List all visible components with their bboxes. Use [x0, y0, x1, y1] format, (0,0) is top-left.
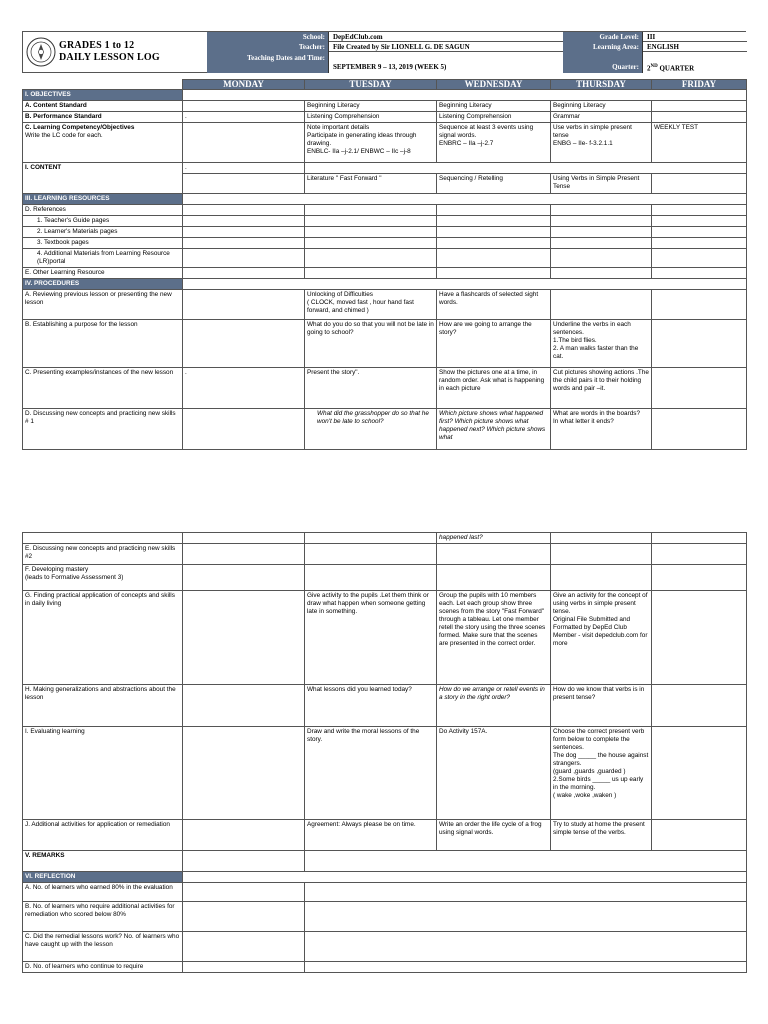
log-title-line2: DAILY LESSON LOG: [59, 52, 160, 63]
day-header-wednesday: WEDNESDAY: [437, 80, 551, 90]
competency-label-cell: [23, 123, 183, 163]
reflection-a-label: A. No. of learners who earned 80% in the evaluation: [23, 883, 183, 902]
procedure-i-wed: Do Activity 157A.: [437, 727, 551, 820]
procedure-c-mon: .: [183, 368, 305, 409]
log-title: [59, 40, 209, 64]
procedure-b-label: B. Establishing a purpose for the lesson: [23, 320, 183, 368]
procedure-b-tue: What do you do so that you will not be late in going to school?: [305, 320, 437, 368]
content-blank-row: [305, 163, 747, 174]
objectives-heading: I. OBJECTIVES: [23, 90, 183, 101]
procedure-a-wed: Have a flashcards of selected sight words.: [437, 290, 551, 320]
procedure-g-tue: Give activity to the pupils .Let them think or draw what happen when someone getting late in something.: [305, 591, 437, 685]
procedure-f-label: F. Developing mastery (leads to Formative Assessment 3): [23, 565, 183, 591]
content-standard-label: A. Content Standard: [23, 101, 183, 112]
procedure-g-thu: Give an activity for the concept of using verbs in simple present tense. Original File Submitted and Formatted by DepEd Club Member - visit depedclub.com for more: [551, 591, 652, 685]
additional-materials-label: 4. Additional Materials from Learning Resource (LR)portal: [23, 249, 183, 268]
content-tue: Literature " Fast Forward ": [305, 174, 437, 194]
performance-standard-label: B. Performance Standard: [23, 112, 183, 123]
procedure-b-wed: How are we going to arrange the story?: [437, 320, 551, 368]
procedure-c-label: C. Presenting examples/instances of the new lesson: [23, 368, 183, 409]
lesson-log-table-page1: [22, 79, 747, 450]
day-header-friday: FRIDAY: [652, 80, 747, 90]
teachers-guide-label: 1. Teacher's Guide pages: [23, 216, 183, 227]
objectives-row: [183, 90, 747, 101]
quarter-suffix: ND: [650, 64, 658, 69]
school-label: School:: [207, 32, 329, 42]
competency-tue: Note important details Participate in generating ideas through drawing. ENBLC- IIa –j-2.1/ ENBWC – IIc –j-8: [305, 123, 437, 163]
grade-level-label: Grade Level:: [563, 32, 643, 42]
procedure-h-tue: What lessons did you learned today?: [305, 685, 437, 727]
procedure-j-label: J. Additional activities for application or remediation: [23, 820, 183, 851]
procedure-a-tue: Unlocking of Difficulties ( CLOCK, moved fast , hour hand fast forward, and chimed ): [305, 290, 437, 320]
learning-area-value: ENGLISH: [643, 42, 747, 52]
day-header-monday: MONDAY: [183, 80, 305, 90]
content-mon: .: [183, 163, 305, 174]
procedure-g-wed: Group the pupils with 10 members each. Let each group show three scenes from the story "Fast Forward" through a tableau. Let one member retell the story using the three scenes formed. Make sure that the scenes are presented in the correct order.: [437, 591, 551, 685]
deped-seal-icon: [23, 32, 59, 72]
content-wed: Sequencing / Retelling: [437, 174, 551, 194]
learning-resources-heading: III. LEARNING RESOURCES: [23, 194, 183, 205]
procedure-h-thu: How do we know that verbs is in present tense?: [551, 685, 652, 727]
procedure-h-wed: How do we arrange or retell events in a story in the right order?: [437, 685, 551, 727]
competency-label: C. Learning Competency/Objectives: [25, 124, 135, 131]
procedure-c-tue: Present the story".: [305, 368, 437, 409]
teacher-value: File Created by Sir LIONELL G. DE SAGUN: [329, 42, 563, 52]
textbook-pages-label: 3. Textbook pages: [23, 238, 183, 249]
procedure-d-label: D. Discussing new concepts and practicing new skills # 1: [23, 409, 183, 450]
procedure-d-wed-continued: happened last?: [437, 533, 551, 544]
procedure-d-tue: What did the grasshopper do so that he won't be late to school?: [305, 409, 437, 450]
references-label: D. References: [23, 205, 183, 216]
learning-area-label: Learning Area:: [563, 42, 643, 52]
quarter-value: [643, 52, 747, 73]
other-learning-resource-label: E. Other Learning Resource: [23, 268, 183, 279]
content-standard-fri: [652, 101, 747, 112]
day-header-thursday: THURSDAY: [551, 80, 652, 90]
log-title-line1: GRADES 1 to 12: [59, 40, 135, 51]
reflection-b-label: B. No. of learners who require additional activities for remediation who scored below 80%: [23, 902, 183, 932]
quarter-number: 2: [647, 64, 651, 73]
procedure-j-wed: Write an order the life cycle of a frog using signal words.: [437, 820, 551, 851]
content-fri: [652, 174, 747, 194]
quarter-label: Quarter:: [563, 52, 643, 73]
content-standard-mon: [183, 101, 305, 112]
procedure-i-thu: Choose the correct present verb form below to complete the sentences. The dog _____ the house against strangers. (guard ,guards ,guarded ) 2.Some birds _____ us up early in the morning. ( wake ,woke ,waken ): [551, 727, 652, 820]
procedures-heading: IV. PROCEDURES: [23, 279, 183, 290]
remarks-heading: V. REMARKS: [23, 851, 183, 872]
reflection-c-label: C. Did the remedial lessons work? No. of learners who have caught up with the lesson: [23, 932, 183, 962]
content-heading: I. CONTENT: [23, 163, 183, 194]
competency-sublabel: Write the LC code for each.: [25, 132, 103, 139]
reflection-c-cell: [305, 932, 747, 962]
performance-standard-fri: [652, 112, 747, 123]
school-value: DepEdClub.com: [329, 32, 563, 42]
learners-materials-label: 2. Learner's Materials pages: [23, 227, 183, 238]
procedure-i-label: I. Evaluating learning: [23, 727, 183, 820]
performance-standard-thu: Grammar: [551, 112, 652, 123]
procedures-row: [183, 279, 747, 290]
procedure-e-label: E. Discussing new concepts and practicing new skills #2: [23, 544, 183, 565]
lesson-log-header: [22, 31, 746, 73]
performance-standard-tue: Listening Comprehension: [305, 112, 437, 123]
content-thu: Using Verbs in Simple Present Tense: [551, 174, 652, 194]
content-mon-2: [183, 174, 305, 194]
procedure-d-thu: What are words in the boards? In what letter it ends?: [551, 409, 652, 450]
reflection-d-label: D. No. of learners who continue to require: [23, 962, 183, 973]
competency-thu: Use verbs in simple present tense ENBG – IIe- f-3.2.1.1: [551, 123, 652, 163]
procedure-c-thu: Cut pictures showing actions .The the child pairs it to their holding words and pair –it.: [551, 368, 652, 409]
procedure-b-thu: Underline the verbs in each sentences. 1.The bird flies. 2. A man walks faster than the cat.: [551, 320, 652, 368]
procedure-i-tue: Draw and write the moral lessons of the story.: [305, 727, 437, 820]
remarks-cell: [305, 851, 747, 872]
competency-fri: WEEKLY TEST: [652, 123, 747, 163]
procedure-h-label: H. Making generalizations and abstractions about the lesson: [23, 685, 183, 727]
teacher-label: Teacher:: [207, 42, 329, 52]
performance-standard-wed: Listening Comprehension: [437, 112, 551, 123]
procedure-c-wed: Show the pictures one at a time, in random order. Ask what is happening in each picture: [437, 368, 551, 409]
procedure-j-tue: Agreement: Always please be on time.: [305, 820, 437, 851]
quarter-word: QUARTER: [657, 64, 695, 73]
learning-resources-row: [183, 194, 747, 205]
lesson-log-table-page2: [22, 532, 747, 973]
reflection-d-cell: [305, 962, 747, 973]
grade-level-value: III: [643, 32, 747, 42]
competency-mon: [183, 123, 305, 163]
teaching-dates-value: SEPTEMBER 9 – 13, 2019 (WEEK 5): [329, 52, 563, 73]
content-standard-thu: Beginning Literacy: [551, 101, 652, 112]
procedure-g-label: G. Finding practical application of concepts and skills in daily living: [23, 591, 183, 685]
procedure-d-wed: Which picture shows what happened first? Which picture shows what happened next? Which picture shows what: [437, 409, 551, 450]
content-standard-wed: Beginning Literacy: [437, 101, 551, 112]
teaching-dates-label: Teaching Dates and Time:: [207, 52, 329, 73]
procedure-j-thu: Try to study at home the present simple tense of the verbs.: [551, 820, 652, 851]
day-header-tuesday: TUESDAY: [305, 80, 437, 90]
competency-wed: Sequence at least 3 events using signal words. ENBRC – IIa –j-2.7: [437, 123, 551, 163]
reflection-b-cell: [305, 902, 747, 932]
reflection-a-cell: [305, 883, 747, 902]
reflection-heading: VI. REFLECTION: [23, 872, 183, 883]
performance-standard-mon: .: [183, 112, 305, 123]
procedure-a-label: A. Reviewing previous lesson or presenting the new lesson: [23, 290, 183, 320]
reflection-row: [183, 872, 747, 883]
content-standard-tue: Beginning Literacy: [305, 101, 437, 112]
